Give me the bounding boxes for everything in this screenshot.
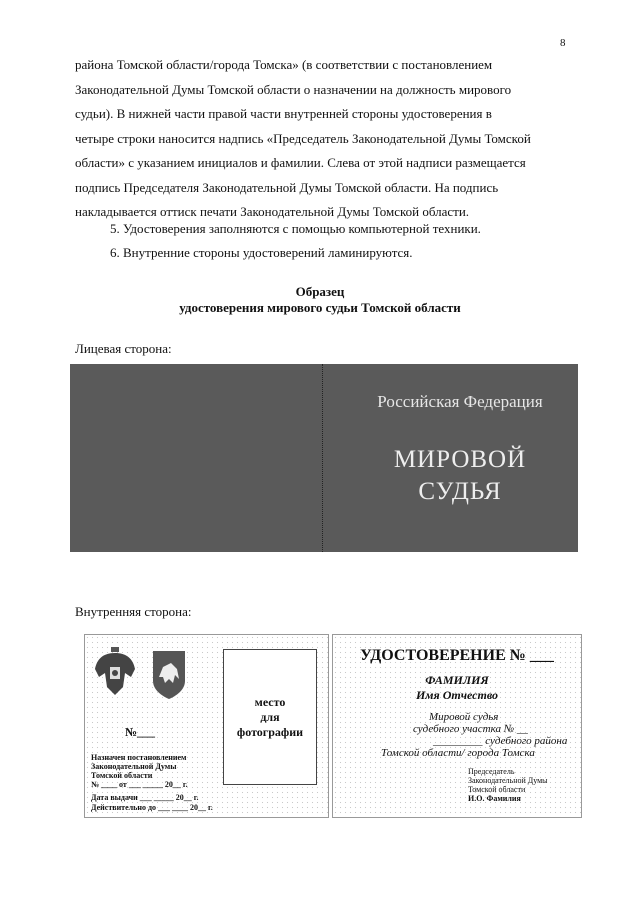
photo-label-3: фотографии [236, 724, 304, 739]
issue-date: Дата выдачи ___ _____ 20__ г. [91, 793, 199, 802]
paragraph-line: подпись Председателя Законодательной Думы Томской области. На подпись [75, 179, 499, 195]
inside-side-label: Внутренняя сторона: [75, 604, 192, 619]
appointment-line: № ____ от ___ _____ 20__ г. [91, 780, 188, 789]
certificate-cover [70, 364, 578, 552]
paragraph-line: области» с указанием инициалов и фамилии. Слева от этой надписи размещается [75, 155, 526, 170]
russia-coat-of-arms-icon [93, 647, 137, 699]
chairman-line: Председатель [468, 767, 515, 776]
photo-label-2: для [260, 709, 280, 724]
paragraph-line: района Томской области/города Томска» (в соответствии с постановлением [75, 57, 493, 72]
page-number: 8 [560, 37, 566, 49]
paragraph-line: накладывается оттиск печати Законодательной Думы Томской области. [75, 204, 470, 219]
sample-heading: Образец [295, 284, 345, 299]
photo-label-1: место [254, 694, 286, 709]
chairman-block [468, 767, 548, 803]
paragraph-line: судьи). В нижней части правой части внутренней стороны удостоверения в [75, 106, 492, 121]
holder-name: Имя Отчество [415, 688, 499, 702]
chairman-line: Законодательной Думы [468, 776, 548, 785]
certificate-title: УДОСТОВЕРЕНИЕ № ___ [360, 647, 554, 664]
list-item-5: 5. Удостоверения заполняются с помощью компьютерной техники. [110, 221, 481, 236]
cover-title-line2: СУДЬЯ [418, 478, 502, 505]
region-line: _________ судебного района [433, 735, 568, 747]
position-line: Мировой судья [429, 711, 499, 723]
tomsk-coat-of-arms-icon [149, 649, 189, 701]
fold-line [322, 364, 323, 552]
front-side-label: Лицевая сторона: [75, 341, 172, 356]
sample-subheading: удостоверения мирового судьи Томской области [179, 300, 461, 315]
valid-until: Действительно до ___ ____ 20__ г. [91, 803, 213, 812]
cover-title-line1: МИРОВОЙ [393, 446, 527, 473]
district-line: судебного участка № __ [413, 723, 528, 735]
paragraph-line: четыре строки наносится надпись «Председатель Законодательной Думы Томской [75, 130, 531, 146]
appointment-block [91, 753, 188, 789]
area-line: Томской области/ города Томска [381, 747, 535, 759]
appointment-line: Назначен постановлением [91, 753, 187, 762]
list-item-6: 6. Внутренние стороны удостоверений ламинируются. [110, 245, 413, 260]
photo-placeholder [223, 649, 317, 785]
certificate-inside [84, 634, 582, 818]
holder-surname: ФАМИЛИЯ [425, 673, 489, 687]
appointment-line: Законодательной Думы [91, 762, 177, 771]
appointment-line: Томской области [91, 771, 153, 780]
certificate-number-label: №___ [125, 725, 156, 739]
inside-left-panel [84, 634, 329, 818]
chairman-line: Томской области [468, 785, 526, 794]
cover-country: Российская Федерация [377, 392, 543, 411]
body-paragraph [75, 53, 575, 225]
paragraph-line: Законодательной Думы Томской области о назначении на должность мирового [75, 81, 512, 97]
inside-right-panel [332, 634, 582, 818]
chairman-name: И.О. Фамилия [468, 794, 521, 803]
